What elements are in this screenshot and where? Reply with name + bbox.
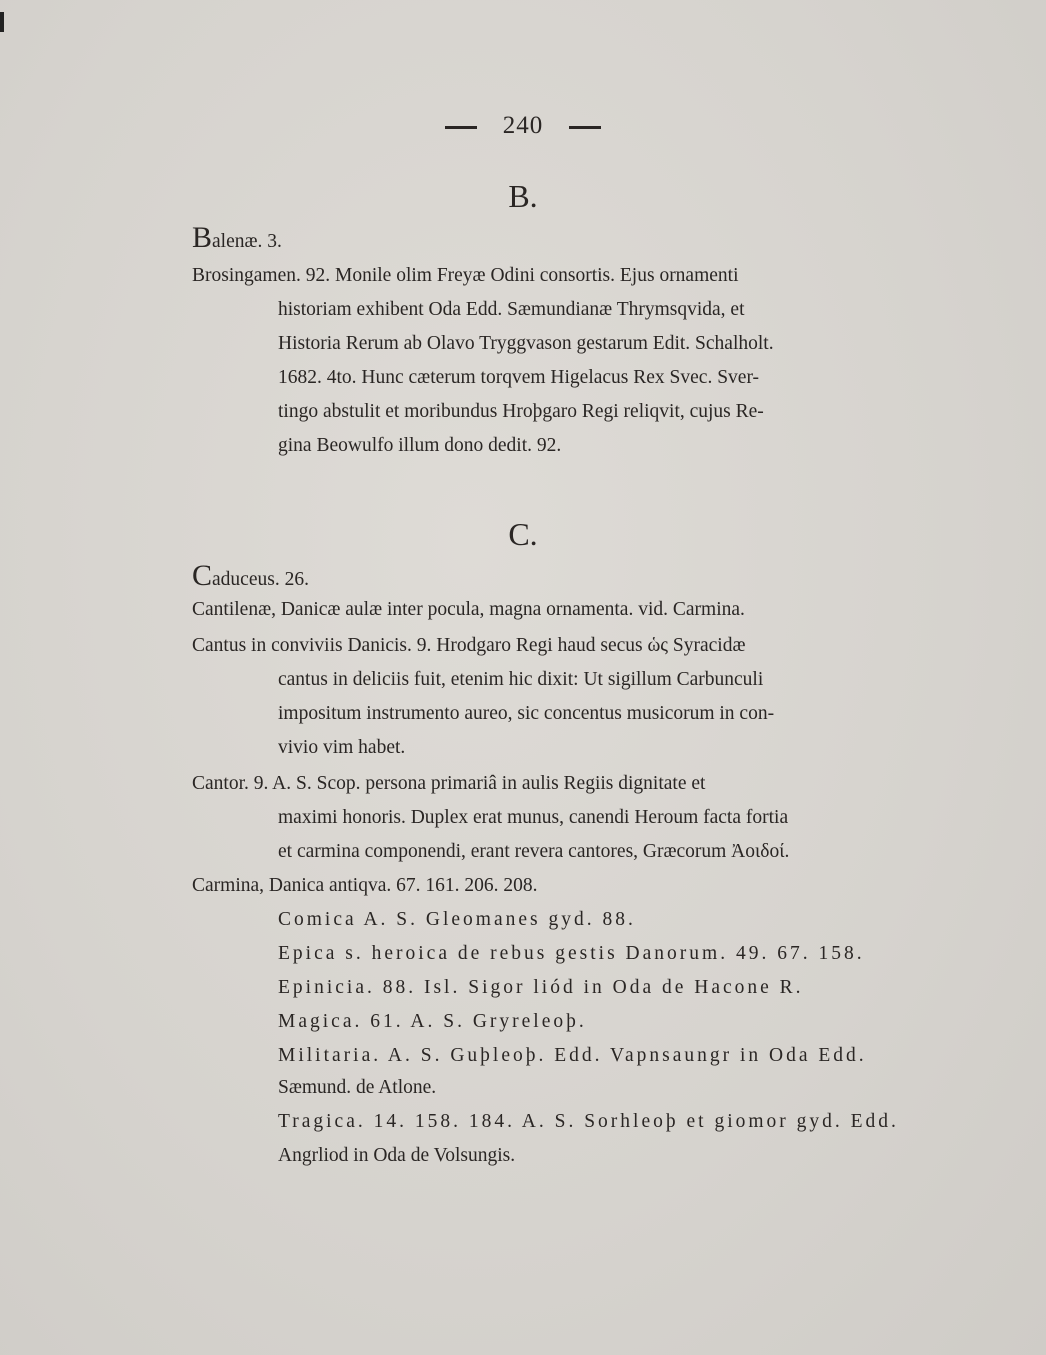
header-dash-right bbox=[569, 126, 601, 129]
text-line: Historia Rerum ab Olavo Tryggvason gestarum Edit. Schalholt. bbox=[278, 333, 774, 354]
text-line: cantus in deliciis fuit, etenim hic dixit: Ut sigillum Carbunculi bbox=[278, 669, 764, 690]
entry-carmina: Carmina, Danica antiqva. 67. 161. 206. 208. bbox=[192, 875, 538, 896]
entry-text: aduceus. 26. bbox=[212, 569, 309, 590]
subentry-tragica: Tragica. 14. 158. 184. A. S. Sorhleoþ et giomor gyd. Edd. bbox=[278, 1111, 899, 1132]
entry-cantor: Cantor. 9. A. S. Scop. persona primariâ in aulis Regiis dignitate et bbox=[192, 773, 706, 794]
text-line: 1682. 4to. Hunc cæterum torqvem Higelacus Rex Svec. Sver- bbox=[278, 367, 760, 388]
page-number: 240 bbox=[502, 112, 544, 139]
subentry-epinicia: Epinicia. 88. Isl. Sigor liód in Oda de Hacone R. bbox=[278, 977, 804, 998]
text-line: historiam exhibent Oda Edd. Sæmundianæ Thrymsqvida, et bbox=[278, 299, 745, 320]
entry-caduceus bbox=[192, 559, 309, 592]
subentry-comica: Comica A. S. Gleomanes gyd. 88. bbox=[278, 909, 636, 930]
drop-letter-b: B bbox=[192, 221, 213, 254]
entry-brosingamen: Brosingamen. 92. Monile olim Freyæ Odini consortis. Ejus ornamenti bbox=[192, 265, 739, 286]
page-edge-mark bbox=[0, 12, 4, 32]
text-line: maximi honoris. Duplex erat munus, canendi Heroum facta fortia bbox=[278, 807, 789, 828]
text-line: gina Beowulfo illum dono dedit. 92. bbox=[278, 435, 562, 456]
text-line: vivio vim habet. bbox=[278, 737, 406, 758]
section-letter-c: C. bbox=[508, 516, 538, 552]
header-dash-left bbox=[445, 126, 477, 129]
subentry-magica: Magica. 61. A. S. Gryreleoþ. bbox=[278, 1011, 587, 1032]
section-letter-b: B. bbox=[508, 178, 538, 214]
text-line: et carmina componendi, erant revera cantores, Græcorum Ἀοιδοί. bbox=[278, 841, 790, 862]
text-line: tingo abstulit et moribundus Hroþgaro Regi reliqvit, cujus Re- bbox=[278, 401, 764, 422]
entry-text: alenæ. 3. bbox=[212, 231, 282, 252]
text-line: impositum instrumento aureo, sic concentus musicorum in con- bbox=[278, 703, 775, 724]
subentry-epica: Epica s. heroica de rebus gestis Danorum. 49. 67. 158. bbox=[278, 943, 865, 964]
entry-cantilenae: Cantilenæ, Danicæ aulæ inter pocula, magna ornamenta. vid. Carmina. bbox=[192, 599, 745, 620]
entry-cantus: Cantus in conviviis Danicis. 9. Hrodgaro Regi haud secus ὡς Syracidæ bbox=[192, 635, 746, 656]
text-line: Angrliod in Oda de Volsungis. bbox=[278, 1145, 516, 1166]
page-header bbox=[0, 112, 1046, 140]
entry-balenae bbox=[192, 221, 282, 254]
drop-letter-c: C bbox=[192, 559, 213, 592]
subentry-militaria: Militaria. A. S. Guþleoþ. Edd. Vapnsaungr in Oda Edd. bbox=[278, 1045, 867, 1066]
text-line: Sæmund. de Atlone. bbox=[278, 1077, 437, 1098]
